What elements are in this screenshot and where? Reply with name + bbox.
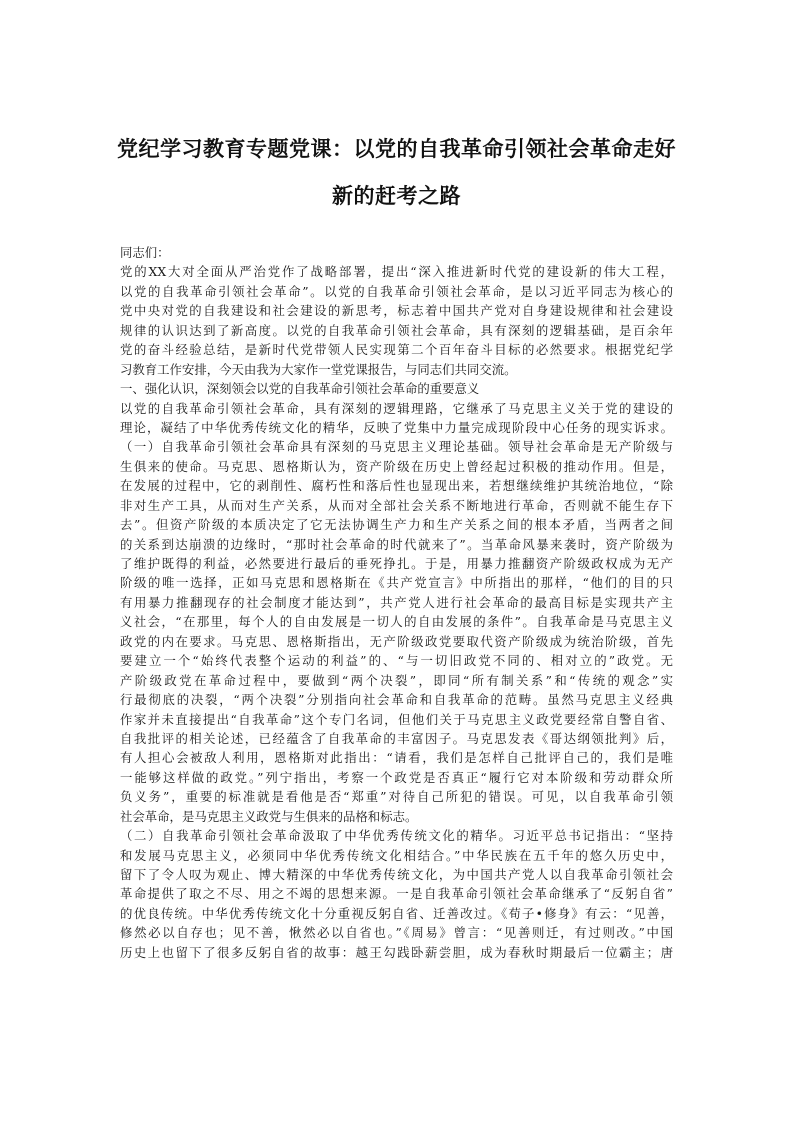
body-line: 规律的认识达到了新高度。以党的自我革命引领社会革命，具有深刻的逻辑基础，是百余年 xyxy=(120,322,673,338)
body-line: 和发展马克思主义，必须同中华优秀传统文化相结合。”中华民族在五千年的悠久历史中， xyxy=(120,847,673,863)
body-line: 革命提供了取之不尽、用之不竭的思想来源。一是自我革命引领社会革命继承了“反躬自省” xyxy=(120,886,673,902)
body-line: 政党的内在要求。马克思、恩格斯指出，无产阶级政党要取代资产阶级成为统治阶级，首先 xyxy=(120,633,673,649)
document-title-line-2: 新的赶考之路 xyxy=(332,184,461,208)
body-line: 自我批评的相关论述，已经蕴含了自我革命的丰富因子。马克思发表《哥达纲领批判》后， xyxy=(120,730,673,746)
body-line: 历史上也留下了很多反躬自省的故事：越王勾践卧薪尝胆，成为春秋时期最后一位霸主；唐 xyxy=(120,944,673,960)
body-line: 党的XX大对全面从严治党作了战略部署，提出“深入推进新时代党的建设新的伟大工程， xyxy=(120,264,673,280)
body-line: 非对生产工具，从而对生产关系，从而对全部社会关系不断地进行革命，否则就不能生存下 xyxy=(120,497,673,513)
body-line: 同志们： xyxy=(120,245,170,260)
body-line: 行最彻底的决裂，“两个决裂”分别指向社会革命和自我革命的范畴。虽然马克思主义经典 xyxy=(120,692,673,708)
body-line: （二）自我革命引领社会革命汲取了中华优秀传统文化的精华。习近平总书记指出：“坚持 xyxy=(120,828,673,844)
body-line: （一）自我革命引领社会革命具有深刻的马克思主义理论基础。领导社会革命是无产阶级与 xyxy=(120,439,673,455)
body-line: 负义务”，重要的标准就是看他是否“郑重”对待自己所犯的错误。可见，以自我革命引领 xyxy=(120,789,673,805)
body-line: 了维护既得的利益，必然要进行最后的垂死挣扎。于是，用暴力推翻资产阶级政权成为无产 xyxy=(120,556,673,571)
document-title-line-1: 党纪学习教育专题党课：以党的自我革命引领社会革命走好 xyxy=(117,137,676,161)
body-line: 生俱来的使命。马克思、恩格斯认为，资产阶级在历史上曾经起过积极的推动作用。但是， xyxy=(120,458,673,474)
body-line: 修然必以自存也；见不善，愀然必以自省也。”《周易》曾言：“见善则迁，有过则改。”中国 xyxy=(120,925,673,941)
body-line: 一能够这样做的政党。”列宁指出，考察一个政党是否真正“履行它对本阶级和劳动群众所 xyxy=(120,769,673,785)
body-line: 有人担心会被敌人利用，恩格斯对此指出：“请看，我们是怎样自己批评自己的，我们是唯 xyxy=(120,750,673,766)
body-line: 一、强化认识，深刻领会以党的自我革命引领社会革命的重要意义 xyxy=(120,381,480,397)
body-line: 的关系到达崩溃的边缘时，“那时社会革命的时代就来了”。当革命风暴来袭时，资产阶级为 xyxy=(120,536,673,552)
body-line: 留下了令人叹为观止、博大精深的中华优秀传统文化，为中国共产党人以自我革命引领社会 xyxy=(120,867,673,882)
body-line: 习教育工作安排，今天由我为大家作一堂党课报告，与同志们共同交流。 xyxy=(120,361,517,377)
body-line: 去”。但资产阶级的本质决定了它无法协调生产力和生产关系之间的根本矛盾，当两者之间 xyxy=(120,517,673,533)
body-line: 义社会，“在那里，每个人的自由发展是一切人的自由发展的条件”。自我革命是马克思主义 xyxy=(120,614,673,630)
body-line: 的优良传统。中华优秀传统文化十分重视反躬自省、迁善改过。《荀子•修身》有云：“见善， xyxy=(120,905,673,921)
body-line: 阶级的唯一选择，正如马克思和恩格斯在《共产党宣言》中所指出的那样，“他们的目的只 xyxy=(120,575,673,591)
body-line: 产阶级政党在革命过程中，要做到“两个决裂”，即同“所有制关系”和“传统的观念”实 xyxy=(120,672,673,688)
body-line: 以党的自我革命引领社会革命”。以党的自我革命引领社会革命，是以习近平同志为核心的 xyxy=(120,283,673,299)
body-line: 在发展的过程中，它的剥削性、腐朽性和落后性也显现出来，若想继续维护其统治地位，“除 xyxy=(120,478,673,494)
body-line: 党的奋斗经验总结，是新时代党带领人民实现第二个百年奋斗目标的必然要求。根据党纪学 xyxy=(120,342,673,358)
body-line: 党中央对党的自我建设和社会建设的新思考，标志着中国共产党对自身建设规律和社会建设 xyxy=(120,303,673,319)
body-line: 社会革命，是马克思主义政党与生俱来的品格和标志。 xyxy=(120,808,418,824)
body-line: 有用暴力推翻现存的社会制度才能达到”，共产党人进行社会革命的最高目标是实现共产主 xyxy=(120,594,673,610)
body-line: 以党的自我革命引领社会革命，具有深刻的逻辑理路，它继承了马克思主义关于党的建设的 xyxy=(120,400,673,416)
body-line: 要建立一个“始终代表整个运动的利益”的、“与一切旧政党不同的、相对立的”政党。无 xyxy=(120,653,673,669)
document-body xyxy=(120,243,673,962)
body-line: 作家并未直接提出“自我革命”这个专门名词，但他们关于马克思主义政党要经常自警自省、 xyxy=(120,711,673,727)
body-line: 理论，凝结了中华优秀传统文化的精华，反映了党集中力量完成现阶段中心任务的现实诉求。 xyxy=(120,419,673,435)
